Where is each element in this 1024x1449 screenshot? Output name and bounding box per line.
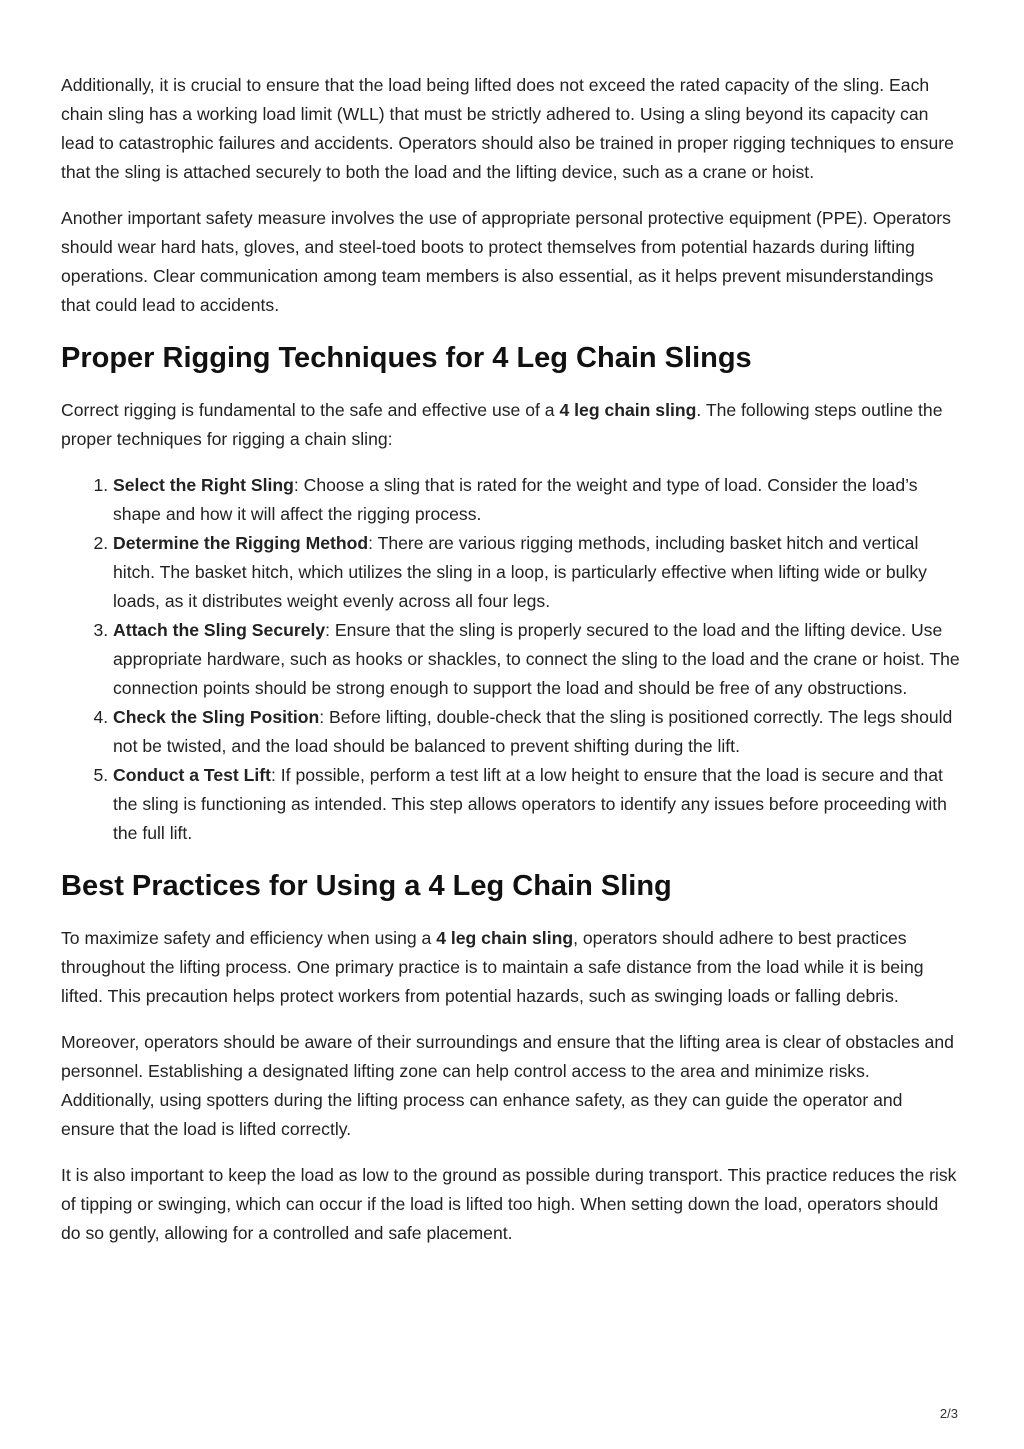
step-text: : If possible, perform a test lift at a low height to ensure that the load is secure and that the sling is functioning as intended. This step allows operators to identify any issues before proceeding with the full lift. bbox=[113, 765, 947, 843]
rigging-intro-text-end: . The following steps outline the proper techniques for rigging a chain sling: bbox=[61, 400, 943, 449]
step-text: : Ensure that the sling is properly secured to the load and the lifting device. Use appropriate hardware, such as hooks or shackles, to connect the sling to the load and the crane or hoist. The connection points should be strong enough to support the load and should be free of any obstructions. bbox=[113, 620, 960, 698]
step-text: : Before lifting, double-check that the sling is positioned correctly. The legs should not be twisted, and the load should be balanced to prevent shifting during the lift. bbox=[113, 707, 953, 756]
best-practices-keyword: 4 leg chain sling bbox=[436, 928, 574, 948]
rigging-intro-keyword: 4 leg chain sling bbox=[559, 400, 697, 420]
paragraph-rigging-intro bbox=[61, 396, 961, 454]
best-practices-text-end: , operators should adhere to best practices throughout the lifting process. One primary practice is to maintain a safe distance from the load while it is being lifted. This precaution helps protect workers from potential hazards, such as swinging loads or falling debris. bbox=[61, 928, 924, 1006]
step-title: Determine the Rigging Method bbox=[113, 533, 369, 553]
step-title: Check the Sling Position bbox=[113, 707, 320, 727]
step-text: : Choose a sling that is rated for the weight and type of load. Consider the load’s shape and how it will affect the rigging process. bbox=[113, 475, 918, 524]
list-item-step-3 bbox=[113, 616, 961, 703]
paragraph-load-capacity: Additionally, it is crucial to ensure that the load being lifted does not exceed the rated capacity of the sling. Each chain sling has a working load limit (WLL) that must be strictly adhered to. Using a sling beyond its capacity can lead to catastrophic failures and accidents. Operators should also be trained in proper rigging techniques to ensure that the sling is attached securely to both the load and the lifting device, such as a crane or hoist. bbox=[61, 75, 954, 182]
rigging-steps-list bbox=[61, 471, 961, 848]
list-item-step-2 bbox=[113, 529, 961, 616]
paragraph-ppe: Another important safety measure involves the use of appropriate personal protective equipment (PPE). Operators should wear hard hats, gloves, and steel-toed boots to protect themselves from potential hazards during lifting operations. Clear communication among team members is also essential, as it helps prevent misunderstandings that could lead to accidents. bbox=[61, 208, 951, 315]
list-item-step-1 bbox=[113, 471, 961, 529]
step-text: : There are various rigging methods, including basket hitch and vertical hitch. The basket hitch, which utilizes the sling in a loop, is particularly effective when lifting wide or bulky loads, as it distributes weight evenly across all four legs. bbox=[113, 533, 927, 611]
paragraph-best-practices-intro bbox=[61, 924, 961, 1011]
step-title: Attach the Sling Securely bbox=[113, 620, 326, 640]
heading-best-practices: Best Practices for Using a 4 Leg Chain Sling bbox=[61, 870, 672, 902]
rigging-intro-text-start: Correct rigging is fundamental to the safe and effective use of a bbox=[61, 400, 560, 420]
step-title: Conduct a Test Lift bbox=[113, 765, 272, 785]
document-page bbox=[61, 71, 961, 1265]
page-number: 2/3 bbox=[939, 1406, 958, 1421]
heading-rigging-techniques: Proper Rigging Techniques for 4 Leg Chain Slings bbox=[61, 342, 752, 374]
list-item-step-5 bbox=[113, 761, 961, 848]
best-practices-text-start: To maximize safety and efficiency when using a bbox=[61, 928, 437, 948]
list-item-step-4 bbox=[113, 703, 961, 761]
step-title: Select the Right Sling bbox=[113, 475, 294, 495]
paragraph-surroundings: Moreover, operators should be aware of their surroundings and ensure that the lifting area is clear of obstacles and personnel. Establishing a designated lifting zone can help control access to the area and minimize risks. Additionally, using spotters during the lifting process can enhance safety, as they can guide the operator and ensure that the load is lifted correctly. bbox=[61, 1032, 954, 1139]
paragraph-low-transport: It is also important to keep the load as low to the ground as possible during transport. This practice reduces the risk of tipping or swinging, which can occur if the load is lifted too high. When setting down the load, operators should do so gently, allowing for a controlled and safe placement. bbox=[61, 1165, 957, 1243]
